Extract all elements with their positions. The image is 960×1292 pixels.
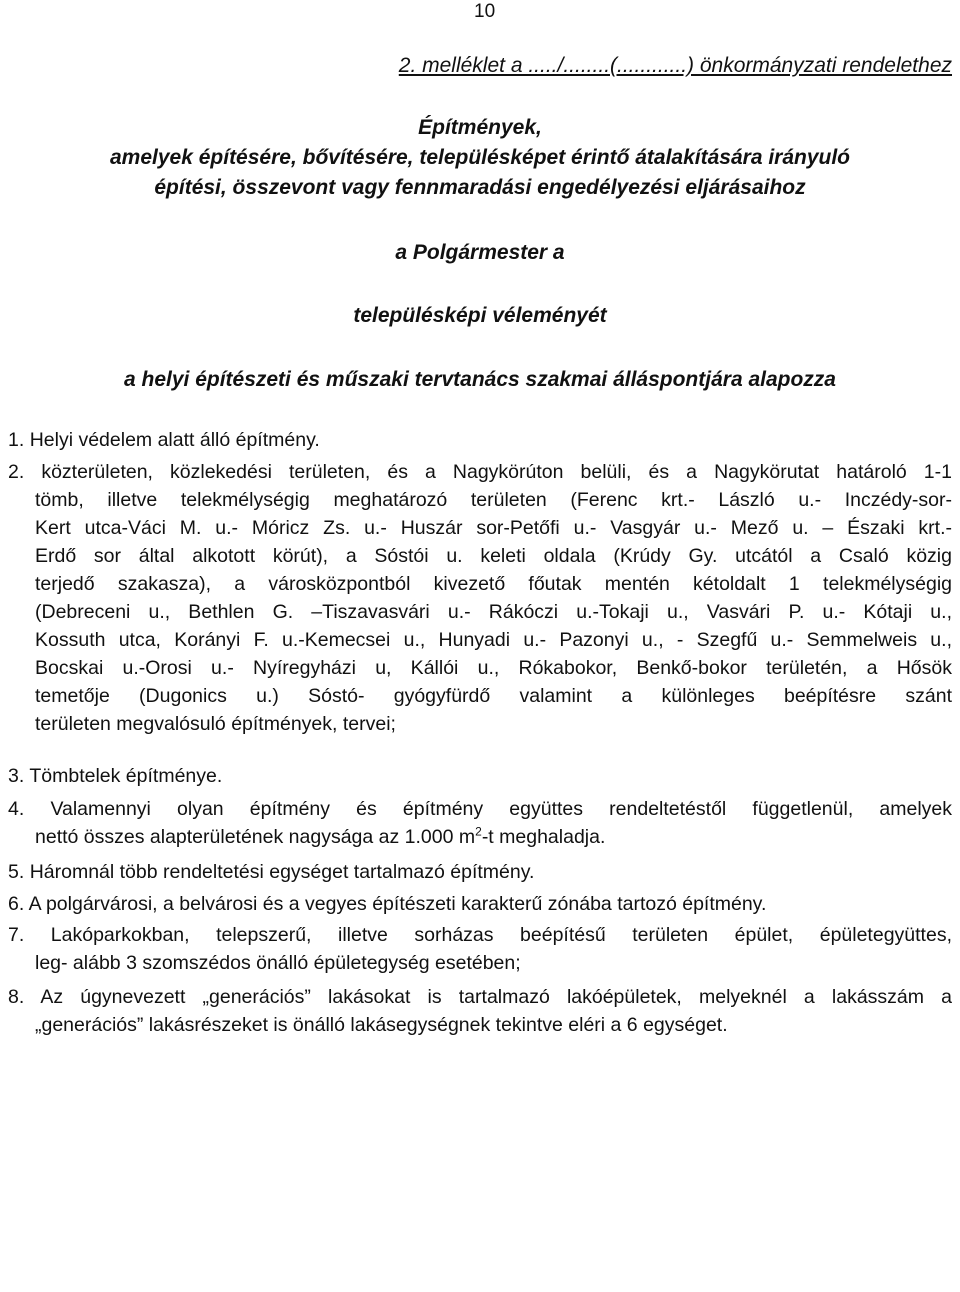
item-8-line-1 <box>8 983 952 1011</box>
item-text: Lakóparkokban, telepszerű, illetve sorházas beépítésű területen épület, épületegyüttes, <box>50 924 952 946</box>
item-number: 3. <box>8 765 25 787</box>
item-number: 2. <box>8 461 25 483</box>
list-item-1 <box>8 426 952 454</box>
item-text: nettó összes alapterületének nagysága az 1.000 m <box>35 826 476 848</box>
heading-line-3: építési, összevont vagy fennmaradási engedélyezési eljárásaihoz <box>154 176 806 199</box>
list-item-7 <box>8 921 952 977</box>
list-item-5 <box>8 858 952 886</box>
item-number: 1. <box>8 429 25 451</box>
item-text: A polgárvárosi, a belvárosi és a vegyes építészeti karakterű zónába tartozó építmény. <box>28 893 767 915</box>
item-4-line-2 <box>8 823 952 851</box>
item-2-line-5: terjedő szakasza), a városközpontból kivezető főutak mentén kétoldalt 1 telekmélységig <box>35 573 952 595</box>
list-item-3 <box>8 762 952 790</box>
item-text: közterületen, közlekedési területen, és a Nagykörúton belüli, és a Nagykörutat határoló 1-1 <box>41 461 952 483</box>
item-2-line-2: tömb, illetve telekmélységig meghatározó területen (Ferenc krt.- László u.- Inczédy-sor- <box>35 489 952 511</box>
item-text: Az úgynevezett „generációs” lakásokat is tartalmazó lakóépületek, melyeknél a lakásszám a <box>40 986 952 1008</box>
annex-reference: 2. melléklet a ...../........(............) önkormányzati rendelethez <box>398 54 952 77</box>
item-2-line-9: temetője (Dugonics u.) Sóstó- gyógyfürdő valamint a különleges beépítésre szánt <box>35 685 952 707</box>
heading-line-4: a Polgármester a <box>395 241 565 264</box>
item-text: Helyi védelem alatt álló építmény. <box>29 429 320 451</box>
item-8-line-2: „generációs” lakásrészeket is önálló lakásegységnek tekintve eléri a 6 egységet. <box>35 1014 728 1036</box>
superscript: 2 <box>475 824 482 839</box>
item-2-line-3: Kert utca-Váci M. u.- Móricz Zs. u.- Huszár sor-Petőfi u.- Vasgyár u.- Mező u. – Északi krt.- <box>35 517 952 539</box>
item-7-line-1 <box>8 921 952 949</box>
item-number: 6. <box>8 893 25 915</box>
heading-title: Építmények, <box>418 116 542 139</box>
list-item-2 <box>8 458 952 738</box>
item-number: 4. <box>8 798 25 820</box>
item-7-line-2: leg- alább 3 szomszédos önálló épületegység esetében; <box>35 952 521 974</box>
list-item-6 <box>8 890 952 918</box>
item-2-line-8: Bocskai u.-Orosi u.- Nyíregyházi u, Kállói u., Rókabokor, Benkő-bokor területén, a Hősök <box>35 657 952 679</box>
item-text: Valamennyi olyan építmény és építmény együttes rendeltetéstől függetlenül, amelyek <box>50 798 953 820</box>
item-4-line-1 <box>8 795 952 823</box>
item-2-line-6: (Debreceni u., Bethlen G. –Tiszavasvári u.- Rákóczi u.-Tokaji u., Vasvári P. u.- Kótaji u., <box>35 601 952 623</box>
item-text: Tömbtelek építménye. <box>29 765 223 787</box>
item-2-line-1 <box>8 458 952 486</box>
list-item-8 <box>8 983 952 1039</box>
item-text: Háromnál több rendeltetési egységet tartalmazó építmény. <box>29 861 535 883</box>
page-number: 10 <box>474 1 496 22</box>
heading-line-6: a helyi építészeti és műszaki tervtanács szakmai álláspontjára alapozza <box>123 368 836 391</box>
item-number: 5. <box>8 861 25 883</box>
item-number: 7. <box>8 924 25 946</box>
item-2-line-7: Kossuth utca, Korányi F. u.-Kemecsei u., Hunyadi u.- Pazonyi u., - Szegfű u.- Semmelweis u., <box>35 629 952 651</box>
heading-line-5: településképi véleményét <box>353 304 607 327</box>
item-2-line-10: területen megvalósuló építmények, tervei; <box>35 713 396 735</box>
item-number: 8. <box>8 986 25 1008</box>
item-2-line-4: Erdő sor által alkotott körút), a Sóstói u. keleti oldala (Krúdy Gy. utcától a Csaló közig <box>35 545 952 567</box>
list-item-4 <box>8 795 952 851</box>
item-text: -t meghaladja. <box>481 826 606 848</box>
heading-line-2: amelyek építésére, bővítésére, településképet érintő átalakítására irányuló <box>109 146 851 169</box>
